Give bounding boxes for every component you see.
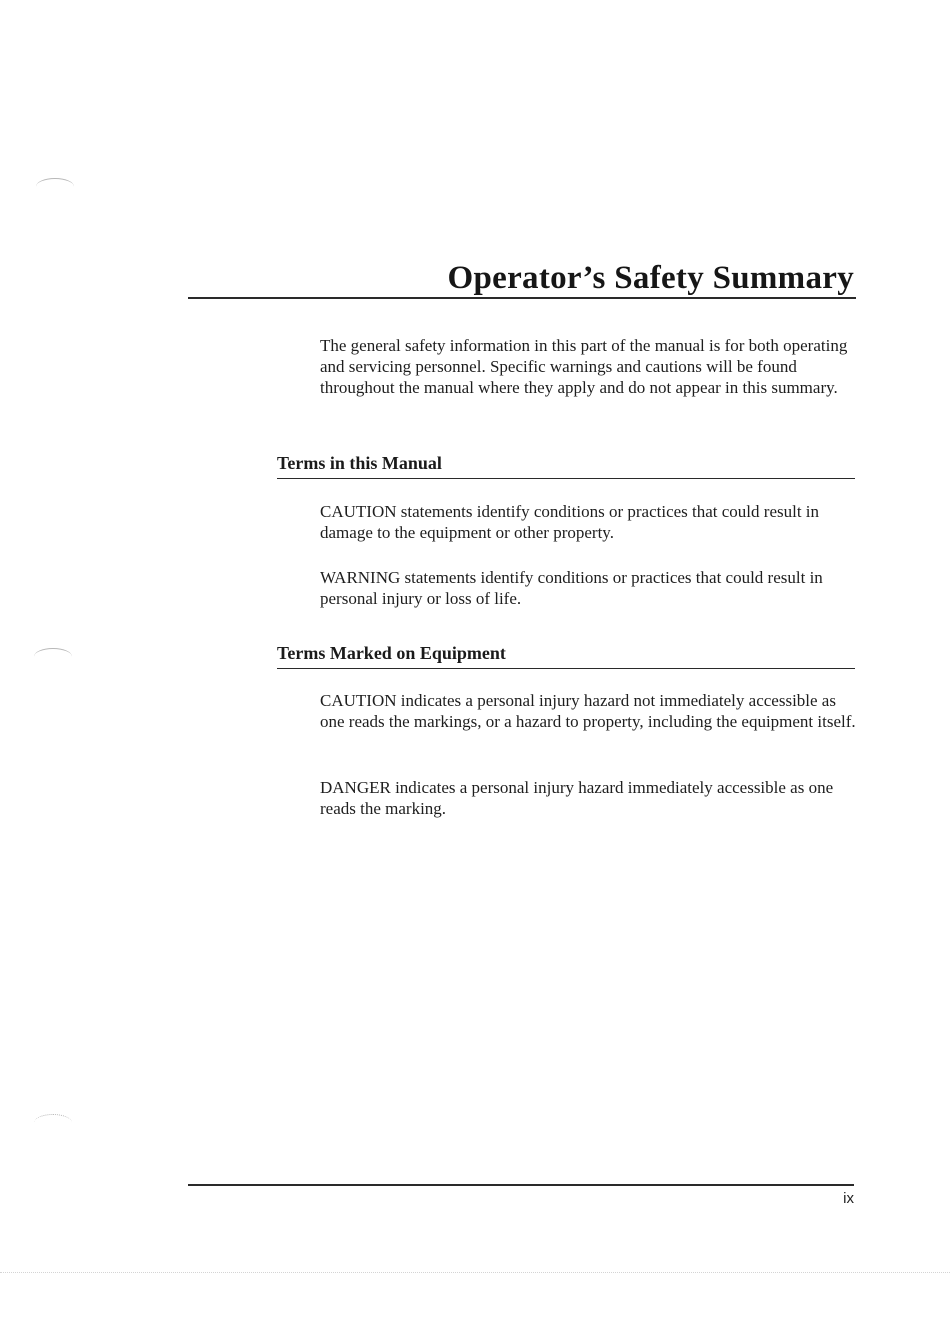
caution-statement-paragraph: CAUTION statements identify conditions or practices that could result in damage to the equipment or other property.: [320, 502, 820, 542]
scan-edge-line: [0, 1272, 950, 1273]
intro-paragraph: The general safety information in this part of the manual is for both operating and servicing personnel. Specific warnings and cautions will be found throughout the manual where they apply and do not appear in this summary.: [320, 336, 848, 397]
section-heading-terms-in-manual: Terms in this Manual: [277, 453, 442, 473]
title-divider: [188, 297, 856, 299]
caution-marking-paragraph: CAUTION indicates a personal injury hazard not immediately accessible as one reads the markings, or a hazard to property, including the equipment itself.: [320, 691, 856, 731]
page-number: ix: [843, 1190, 854, 1207]
page-title: Operator’s Safety Summary: [447, 260, 854, 296]
section-heading-terms-on-equipment: Terms Marked on Equipment: [277, 643, 506, 663]
punch-hole-mark-top: [36, 178, 74, 195]
section-divider-terms-on-equipment: [277, 668, 855, 669]
section-divider-terms-in-manual: [277, 478, 855, 479]
danger-marking-paragraph: DANGER indicates a personal injury hazard immediately accessible as one reads the marking.: [320, 778, 834, 818]
punch-hole-mark-middle: [34, 648, 72, 665]
punch-hole-mark-bottom: [34, 1114, 72, 1131]
footer-divider: [188, 1184, 854, 1186]
warning-statement-paragraph: WARNING statements identify conditions or practices that could result in personal injury or loss of life.: [320, 568, 823, 608]
